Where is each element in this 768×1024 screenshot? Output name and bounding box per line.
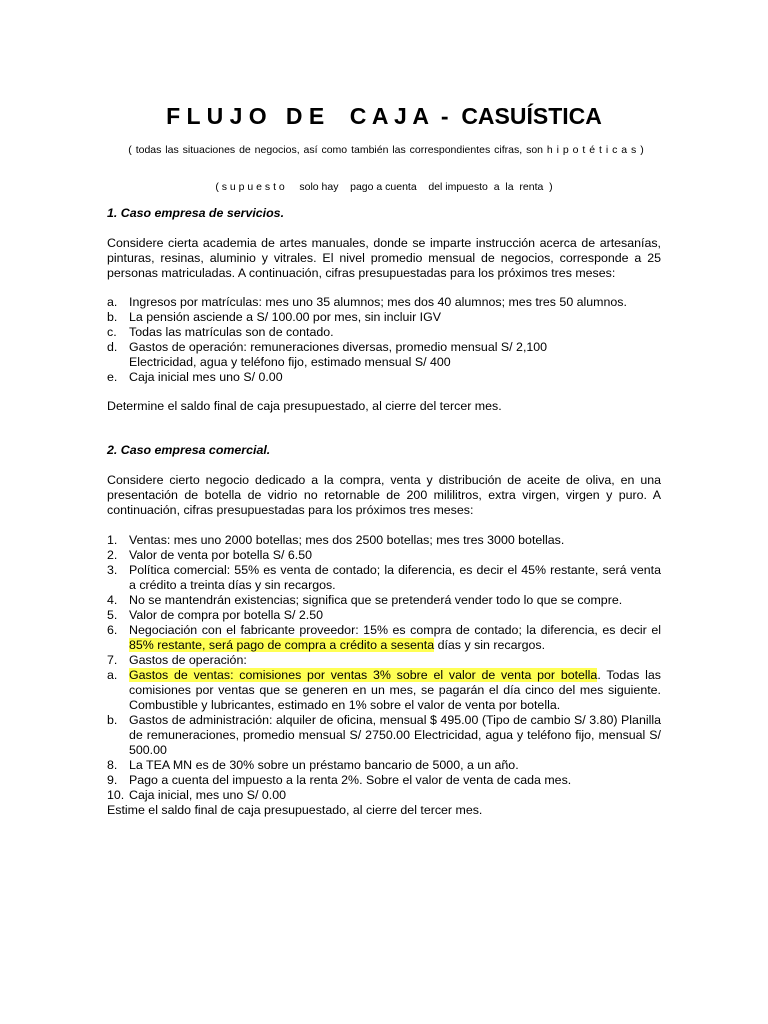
highlighted-text: 85% restante, será pago de compra a crédito a sesenta: [129, 638, 435, 652]
list-item: 4. No se mantendrán existencias; significa que se pretenderá vender todo lo que se compre.: [107, 593, 623, 607]
list-item: 7. Gastos de operación:: [107, 653, 247, 667]
list-item: 10. Caja inicial, mes uno S/ 0.00: [107, 788, 287, 802]
case2-intro: Considere cierto negocio dedicado a la compra, venta y distribución de aceite de oliva, en una presentación de botella de vidrio no retornable de 200 mililitros, extra virgen, virgen y puro. A continuación, cifras presupuestadas para los próximos tres meses:: [107, 473, 661, 517]
document-title: F L U J O D E C A J A - CASUÍSTICA: [166, 103, 602, 129]
case2-list: [107, 533, 661, 818]
list-item: a. Gastos de ventas: comisiones por ventas 3% sobre el valor de venta por botella. Todas las comisiones por ventas que se generen en un mes, se pagarán el día cinco del mes siguiente. Combustible y lubricantes, estimado en 1% sobre el valor de venta por botella.: [107, 668, 661, 712]
case1-list: [107, 295, 661, 385]
document-subtitle: ( todas las situaciones de negocios, así como también las correspondientes cifras, son h i p o t é t i c a s ): [128, 144, 644, 156]
list-item: d. Gastos de operación: remuneraciones diversas, promedio mensual S/ 2,100 Electricidad, agua y teléfono fijo, estimado mensual S/ 400: [107, 340, 548, 369]
case1-heading: 1. Caso empresa de servicios.: [107, 206, 285, 220]
list-item: 2. Valor de venta por botella S/ 6.50: [107, 548, 312, 562]
list-item: 8. La TEA MN es de 30% sobre un préstamo bancario de 5000, a un año.: [107, 758, 519, 772]
list-item: 6. Negociación con el fabricante proveedor: 15% es compra de contado; la diferencia, es decir el 85% restante, será pago de compra a crédito a sesenta días y sin recargos.: [107, 623, 661, 652]
list-item: 5. Valor de compra por botella S/ 2.50: [107, 608, 324, 622]
highlighted-text: Gastos de ventas: comisiones por ventas 3% sobre el valor de venta por botella: [129, 668, 598, 682]
case2-question: Estime el saldo final de caja presupuestado, al cierre del tercer mes.: [107, 803, 483, 817]
case1-question: Determine el saldo final de caja presupuestado, al cierre del tercer mes.: [107, 399, 502, 413]
case1-intro: Considere cierta academia de artes manuales, donde se imparte instrucción acerca de artesanías, pinturas, resinas, aluminio y vitrales. El nivel promedio mensual de negocios, corresponde a 25 personas matriculadas. A continuación, cifras presupuestadas para los próximos tres meses:: [107, 236, 661, 280]
list-item: b. La pensión asciende a S/ 100.00 por mes, sin incluir IGV: [107, 310, 442, 324]
list-item: 9. Pago a cuenta del impuesto a la renta 2%. Sobre el valor de venta de cada mes.: [107, 773, 572, 787]
assumption-note: ( s u p u e s t o solo hay pago a cuenta del impuesto a la renta ): [215, 181, 553, 193]
list-item: a. Ingresos por matrículas: mes uno 35 alumnos; mes dos 40 alumnos; mes tres 50 alumnos.: [107, 295, 627, 309]
list-item: 1. Ventas: mes uno 2000 botellas; mes dos 2500 botellas; mes tres 3000 botellas.: [107, 533, 565, 547]
list-item: 3. Política comercial: 55% es venta de contado; la diferencia, es decir el 45% restante, será venta a crédito a treinta días y sin recargos.: [107, 563, 661, 592]
list-item: e. Caja inicial mes uno S/ 0.00: [107, 370, 283, 384]
case2-heading: 2. Caso empresa comercial.: [107, 443, 271, 457]
list-item: b. Gastos de administración: alquiler de oficina, mensual $ 495.00 (Tipo de cambio S/ 3.80) Planilla de remuneraciones, promedio mensual S/ 2750.00 Electricidad, agua y teléfono fijo, mensual S/ 500.00: [107, 713, 661, 757]
list-item: c. Todas las matrículas son de contado.: [107, 325, 334, 339]
